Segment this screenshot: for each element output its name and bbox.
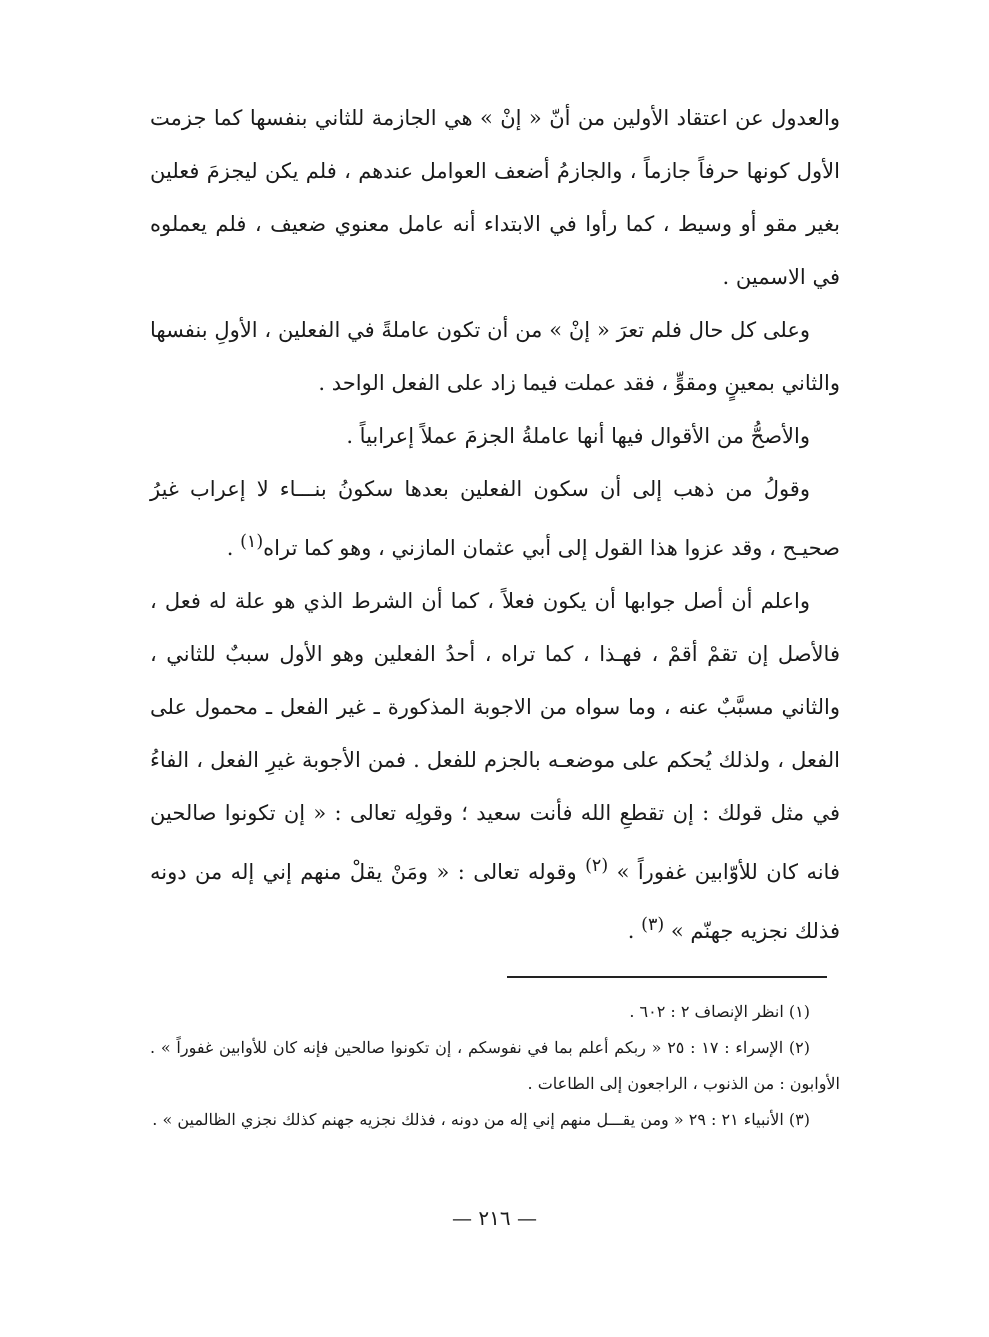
paragraph-5 <box>150 575 840 958</box>
footnote-3: (٣) الأنبياء ٢١ : ٢٩ « ومن يقـــل منهم إني إله من دونه ، فذلك نجزيه جهنم كذلك نجزي الظالمين » . <box>152 1110 810 1129</box>
main-text <box>150 92 840 958</box>
paragraph-2: وعلى كل حال فلم تعرَ « إنْ » من أن تكون عاملةً في الفعلين ، الأولِ بنفسها والثاني بمعينٍ ومقوٍّ ، فقد عملت فيما زاد على الفعل الواحد . <box>150 318 840 395</box>
paragraph-5-end: . <box>627 919 642 943</box>
page-number: — ٢١٦ — <box>452 1206 537 1230</box>
footnotes <box>150 994 840 1138</box>
footnote-ref-3: (٣) <box>641 915 665 935</box>
paragraph-4-text: وقولُ من ذهب إلى أن سكون الفعلين بعدها سكونُ بنـــاء لا إعراب غيرُ صحيـح ، وقد عزوا هذا القول إلى أبي عثمان المازني ، وهو كما تراه <box>150 477 840 560</box>
paragraph-3: والأصحُّ من الأقوال فيها أنها عاملةُ الجزمَ عملاً إعرابياً . <box>346 424 810 448</box>
paragraph-4-end: . <box>226 536 241 560</box>
footnote-2: (٢) الإسراء : ١٧ : ٢٥ « ربكم أعلم بما في نفوسكم ، إن تكونوا صالحين فإنه كان للأوابين غفوراً » . الأوابون : من الذنوب ، الراجعون إلى الطاعات . <box>150 1038 840 1093</box>
footnote-ref-2: (٢) <box>585 856 609 876</box>
footnote-1: (١) انظر الإنصاف ٢ : ٦٠٢ . <box>629 1002 810 1021</box>
paragraph-1: والعدول عن اعتقاد الأولين من أنّ « إنْ » هي الجازمة للثاني بنفسها كما جزمت الأول كونها حرفاً جازماً ، والجازمُ أضعف العوامل عندهم ، فلم يكن ليجزمَ فعلين بغير مقو أو وسيط ، كما رأوا في الابتداء أنه عامل معنوي ضعيف ، فلم يعملوه في الاسمين . <box>150 106 840 289</box>
footnote-divider <box>507 976 827 978</box>
paragraph-4 <box>150 463 840 575</box>
footnote-ref-1: (١) <box>240 532 264 552</box>
paragraph-5-text: واعلم أن أصل جوابها أن يكون فعلاً ، كما أن الشرط الذي هو علة له فعل ، فالأصل إن تقمْ أقمْ ، فهـذا ، كما تراه ، أحدُ الفعلين وهو الأول سببٌ للثاني ، والثاني مسبَّبٌ عنه ، وما سواه من الاجوبة المذكورة ـ غير الفعل ـ محمول على الفعل ، ولذلك يُحكم على موضعـه بالجزم للفعل . فمن الأجوبة غيرِ الفعل ، الفاءُ في مثل قولك : إن تقطعِ الله فأنت سعيد ؛ وقولِه تعالى : « إن تكونوا صالحين فانه كان للأوّابين غفوراً » <box>150 589 840 884</box>
paragraph-5-quote: وقوله تعالى : « ومَنْ يقلْ منهم إني إله من دونه فذلك نجزيه جهنّم » <box>150 860 840 943</box>
